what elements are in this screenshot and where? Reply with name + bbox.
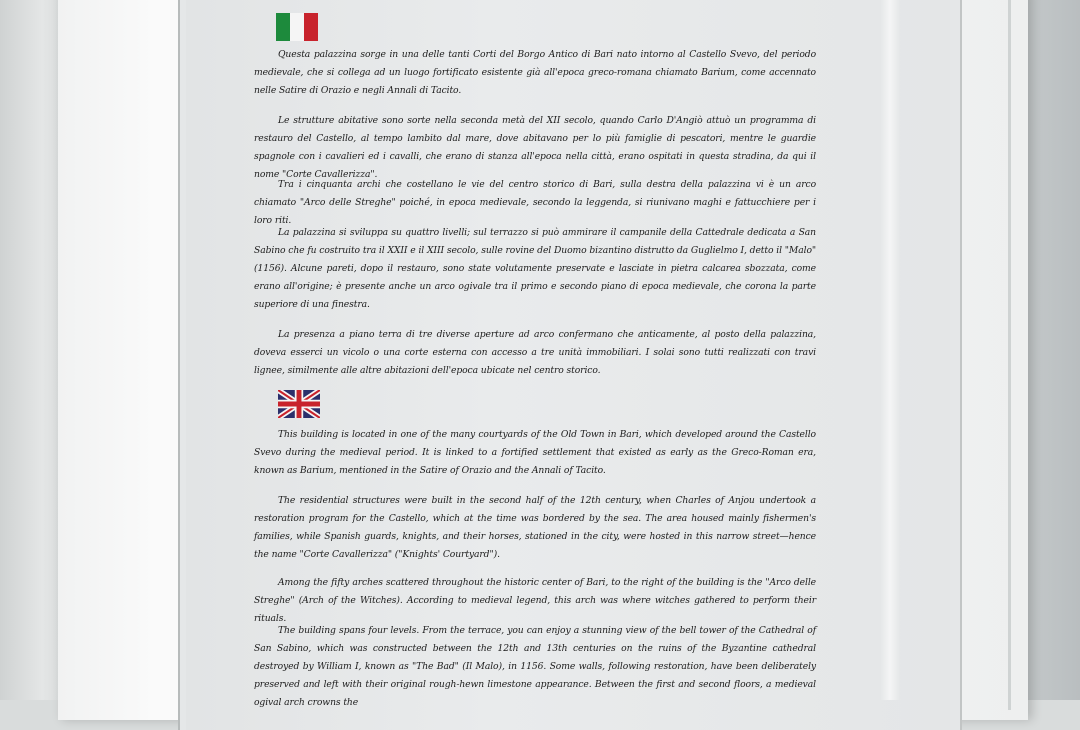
flag-green-band	[276, 13, 290, 41]
italian-paragraph-3: Tra i cinquanta archi che costellano le vie del centro storico di Bari, sulla destra della palazzina vi è un arco chiamato "Arco delle Streghe" poiché, in epoca medievale, secondo la leggenda, si riunivano maghi e fattucchiere per i loro riti.	[254, 179, 816, 226]
english-paragraph-1: This building is located in one of the many courtyards of the Old Town in Bari, which developed around the Castello Svevo during the medieval period. It is linked to a fortified settlement that existed as early as the Greco-Roman era, known as Barium, mentioned in the Satire of Orazio and the Annali of Tacito.	[254, 429, 816, 476]
english-paragraph-3: Among the fifty arches scattered throughout the historic center of Bari, to the right of the building is the "Arco delle Streghe" (Arch of the Witches). According to medieval legend, this arch was where witches gathered to perform their rituals.	[254, 577, 816, 624]
uk-flag-icon	[278, 390, 320, 418]
italian-paragraph-5: La presenza a piano terra di tre diverse aperture ad arco confermano che anticamente, al posto della palazzina, doveva esserci un vicolo o una corte esterna con accesso a tre unità immobiliari. I solai sono tutti realizzati con travi lignee, similmente alle altre abitazioni dell'epoca ubicate nel centro storico.	[254, 329, 816, 376]
glass-glare	[880, 0, 900, 700]
italian-flag-icon	[276, 13, 318, 41]
flag-red-band	[304, 13, 318, 41]
english-paragraph-4: The building spans four levels. From the terrace, you can enjoy a stunning view of the bell tower of the Cathedral of San Sabino, which was constructed between the 12th and 13th centuries on the ruins of the Byzantine cathedral destroyed by William I, known as "The Bad" (Il Malo), in 1156. Some walls, following restoration, have been deliberately preserved and left with their original rough-hewn limestone appearance. Between the first and second floors, a medieval ogival arch crowns the	[254, 625, 816, 708]
italian-paragraph-4: La palazzina si sviluppa su quattro livelli; sul terrazzo si può ammirare il campanile della Cattedrale dedicata a San Sabino che fu costruito tra il XXII e il XIII secolo, sulle rovine del Duomo bizantino distrutto da Guglielmo I, detto il "Malo" (1156). Alcune pareti, dopo il restauro, sono state volutamente preservate e lasciate in pietra calcarea sbozzata, come erano all'origine; è presente anche un arco ogivale tra il primo e secondo piano di epoca medievale, che corona la parte superiore di una finestra.	[254, 227, 816, 310]
frame-inner-edge	[1008, 0, 1011, 710]
english-paragraph-2: The residential structures were built in the second half of the 12th century, when Charles of Anjou undertook a restoration program for the Castello, which at the time was bordered by the sea. The area housed mainly fishermen's families, while Spanish guards, knights, and their horses, stationed in the city, were hosted in this narrow street—hence the name "Corte Cavallerizza" ("Knights' Courtyard").	[254, 495, 816, 560]
flag-white-band	[290, 13, 304, 41]
italian-paragraph-2: Le strutture abitative sono sorte nella seconda metà del XII secolo, quando Carlo D'Angiò attuò un programma di restauro del Castello, al tempo lambito dal mare, dove abitavano per lo più famiglie di pescatori, mentre le guardie spagnole con i cavalieri ed i cavalli, che erano di stanza all'epoca nella città, erano ospitati in questa stradina, da qui il nome "Corte Cavallerizza".	[254, 115, 816, 180]
italian-paragraph-1: Questa palazzina sorge in una delle tanti Corti del Borgo Antico di Bari nato intorno al Castello Svevo, del periodo medievale, che si collega ad un luogo fortificato esistente già all'epoca greco-romana chiamato Barium, come accennato nelle Satire di Orazio e negli Annali di Tacito.	[254, 49, 816, 96]
